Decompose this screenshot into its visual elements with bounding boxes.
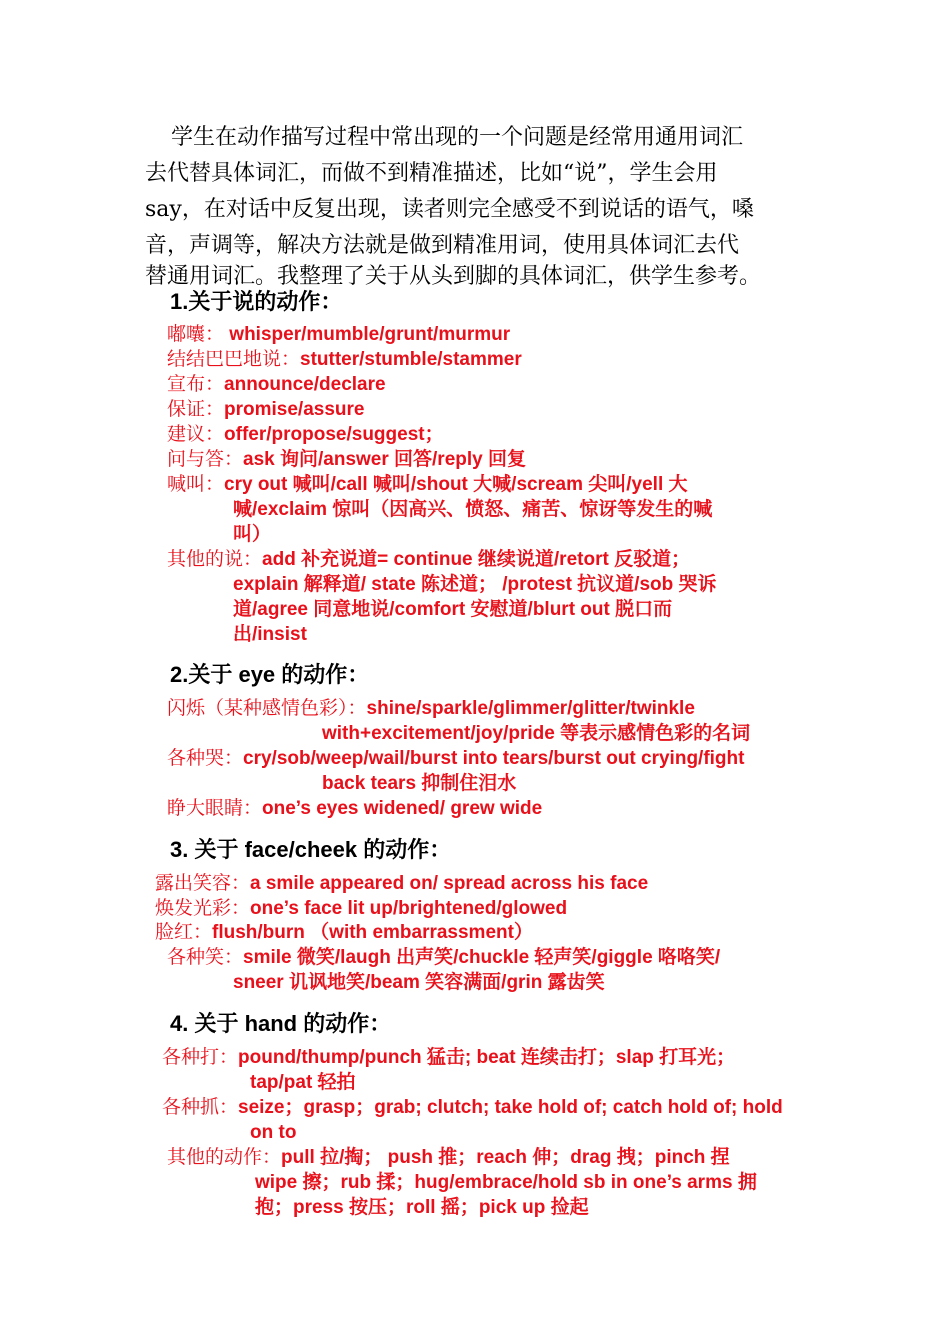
- intro-line: 替通用词汇。我整理了关于从头到脚的具体词汇，供学生参考。: [145, 264, 762, 289]
- intro-line: 学生在动作描写过程中常出现的一个问题是经常用通用词汇: [171, 125, 744, 150]
- entry-cry: 各种哭：cry/sob/weep/wail/burst into tears/burst out crying/fight back tears 抑制住泪水: [167, 747, 745, 794]
- section-heading-speak: 1.关于说的动作：: [170, 289, 343, 314]
- section-heading-hand: 4. 关于 hand 的动作：: [170, 1011, 392, 1036]
- entry-smile-appear: 露出笑容：a smile appeared on/ spread across his face: [155, 872, 649, 894]
- entry-stutter: 结结巴巴地说：stutter/stumble/stammer: [167, 348, 522, 370]
- intro-line: say，在对话中反复出现，读者则完全感受不到说话的语气，嗓: [145, 197, 754, 222]
- entry-laugh: 各种笑：smile 微笑/laugh 出声笑/chuckle 轻声笑/giggle 咯咯笑/ sneer 讥讽地笑/beam 笑容满面/grin 露齿笑: [167, 946, 721, 993]
- entry-face-light: 焕发光彩：one’s face lit up/brightened/glowed: [155, 897, 568, 919]
- intro-line: 去代替具体词汇，而做不到精准描述，比如“说”，学生会用: [145, 161, 718, 186]
- section-heading-face: 3. 关于 face/cheek 的动作：: [170, 837, 452, 862]
- entry-shout: 喊叫：cry out 喊叫/call 喊叫/shout 大喊/scream 尖叫/yell 大 喊/exclaim 惊叫（因高兴、愤怒、痛苦、惊讶等发生的喊 叫）: [167, 473, 713, 545]
- intro-paragraph: [145, 120, 805, 290]
- intro-line: 音，声调等，解决方法就是做到精准用词，使用具体词汇去代: [145, 233, 740, 258]
- entry-announce: 宣布：announce/declare: [167, 373, 386, 395]
- section-heading-eye: 2.关于 eye 的动作：: [170, 662, 370, 687]
- entry-sparkle: 闪烁（某种感情色彩）：shine/sparkle/glimmer/glitter/twinkle with+excitement/joy/pride 等表示感情色彩的名词: [167, 697, 751, 744]
- entry-grab: 各种抓：seize；grasp；grab; clutch; take hold of; catch hold of; hold on to: [162, 1096, 783, 1143]
- entry-other-hand: 其他的动作：pull 拉/掏； push 推；reach 伸；drag 拽；pinch 捏 wipe 擦；rub 揉；hug/embrace/hold sb in one’s arms 拥 抱；press 按压；roll 摇；pick up 捡起: [167, 1146, 757, 1218]
- entry-other-say: 其他的说：add 补充说道= continue 继续说道/retort 反驳道； explain 解释道/ state 陈述道； /protest 抗议道/sob 哭诉 道/agree 同意地说/comfort 安慰道/blurt out 脱口而 出/insist: [167, 548, 717, 645]
- entry-blush: 脸红：flush/burn （with embarrassment）: [155, 921, 533, 943]
- entry-suggest: 建议：offer/propose/suggest；: [167, 423, 444, 445]
- entry-widen-eyes: 睁大眼睛：one’s eyes widened/ grew wide: [167, 797, 543, 819]
- entry-promise: 保证：promise/assure: [167, 398, 365, 420]
- entry-ask-answer: 问与答：ask 询问/answer 回答/reply 回复: [167, 448, 527, 470]
- entry-hit: 各种打：pound/thump/punch 猛击; beat 连续击打；slap 打耳光； tap/pat 轻拍: [162, 1046, 736, 1093]
- entry-murmur: 嘟囔： whisper/mumble/grunt/murmur: [167, 323, 511, 345]
